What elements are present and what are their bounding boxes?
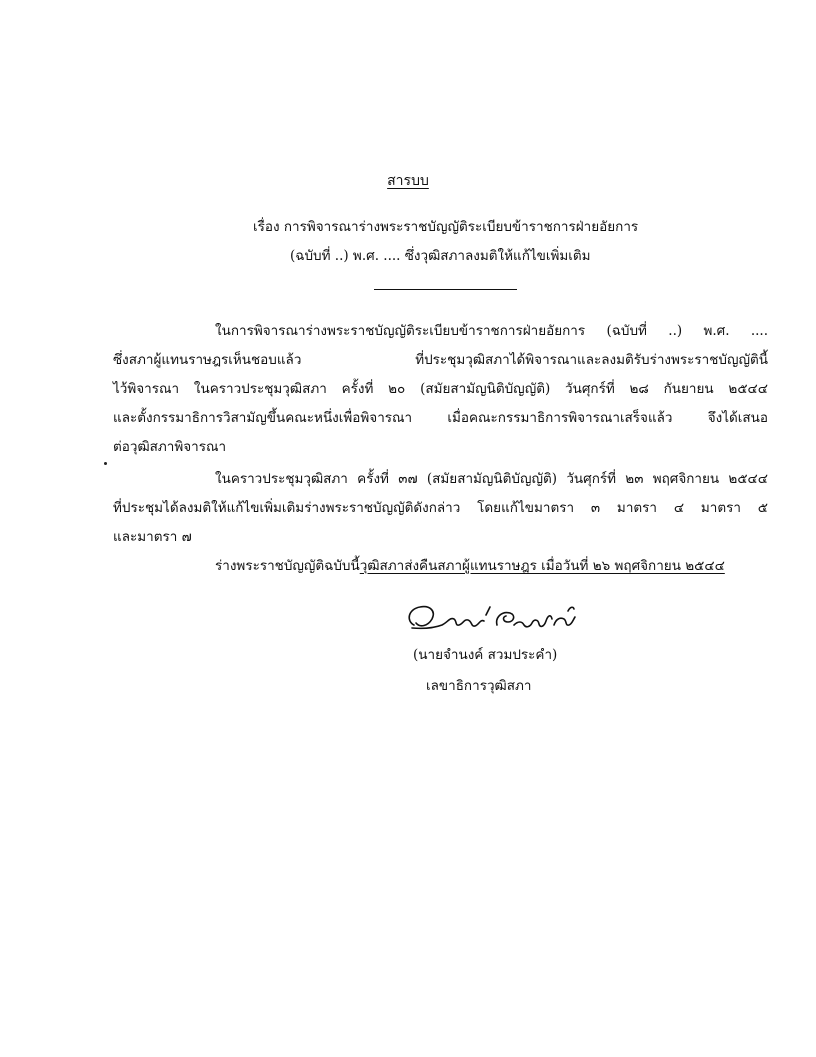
para3-plain: ร่างพระราชบัญญัติฉบับนี้ xyxy=(215,558,360,574)
para3-underlined: วุฒิสภาส่งคืนสภาผู้แทนราษฎร เมื่อวันที่ ๒๖ พฤศจิกายน ๒๕๔๔ xyxy=(359,558,725,574)
subject-line-1: เรื่อง การพิจารณาร่างพระราชบัญญัติระเบียบข้าราชการฝ่ายอัยการ xyxy=(253,219,639,235)
para1-line-5: ต่อวุฒิสภาพิจารณา xyxy=(113,439,227,455)
para2-line-3: และมาตรา ๗ xyxy=(113,529,192,545)
para3-line xyxy=(215,556,725,576)
para1-line-3: ไว้พิจารณา ในคราวประชุมวุฒิสภา ครั้งที่ ๒๐ (สมัยสามัญนิติบัญญัติ) วันศุกร์ที่ ๒๘ กันยายน ๒๕๔๔ xyxy=(113,381,768,397)
signer-position: เลขาธิการวุฒิสภา xyxy=(426,678,532,694)
subject-line-2: (ฉบับที่ ..) พ.ศ. .... ซึ่งวุฒิสภาลงมติให้แก้ไขเพิ่มเติม xyxy=(290,248,591,264)
para2-line-1: ในคราวประชุมวุฒิสภา ครั้งที่ ๓๗ (สมัยสามัญนิติบัญญัติ) วันศุกร์ที่ ๒๓ พฤศจิกายน ๒๕๔๔ xyxy=(215,471,768,487)
handwritten-signature xyxy=(402,595,587,641)
para2-line-2: ที่ประชุมได้ลงมติให้แก้ไขเพิ่มเติมร่างพระราชบัญญัติดังกล่าว โดยแก้ไขมาตรา ๓ มาตรา ๔ มาตรา ๕ xyxy=(113,500,768,516)
separator-rule xyxy=(374,289,517,290)
document-title: สารบบ xyxy=(387,173,429,189)
para1-line-2: ซึ่งสภาผู้แทนราษฎรเห็นชอบแล้ว ที่ประชุมวุฒิสภาได้พิจารณาและลงมติรับร่างพระราชบัญญัตินี้ xyxy=(113,352,768,368)
stray-mark xyxy=(104,462,107,465)
para1-line-1: ในการพิจารณาร่างพระราชบัญญัติระเบียบข้าราชการฝ่ายอัยการ (ฉบับที่ ..) พ.ศ. .... xyxy=(215,323,768,339)
signer-name: (นายจำนงค์ สวมประคำ) xyxy=(413,647,558,663)
para1-line-4: และตั้งกรรมาธิการวิสามัญขึ้นคณะหนึ่งเพื่อพิจารณา เมื่อคณะกรรมาธิการพิจารณาเสร็จแล้ว จึงได้เสนอ xyxy=(113,410,768,426)
